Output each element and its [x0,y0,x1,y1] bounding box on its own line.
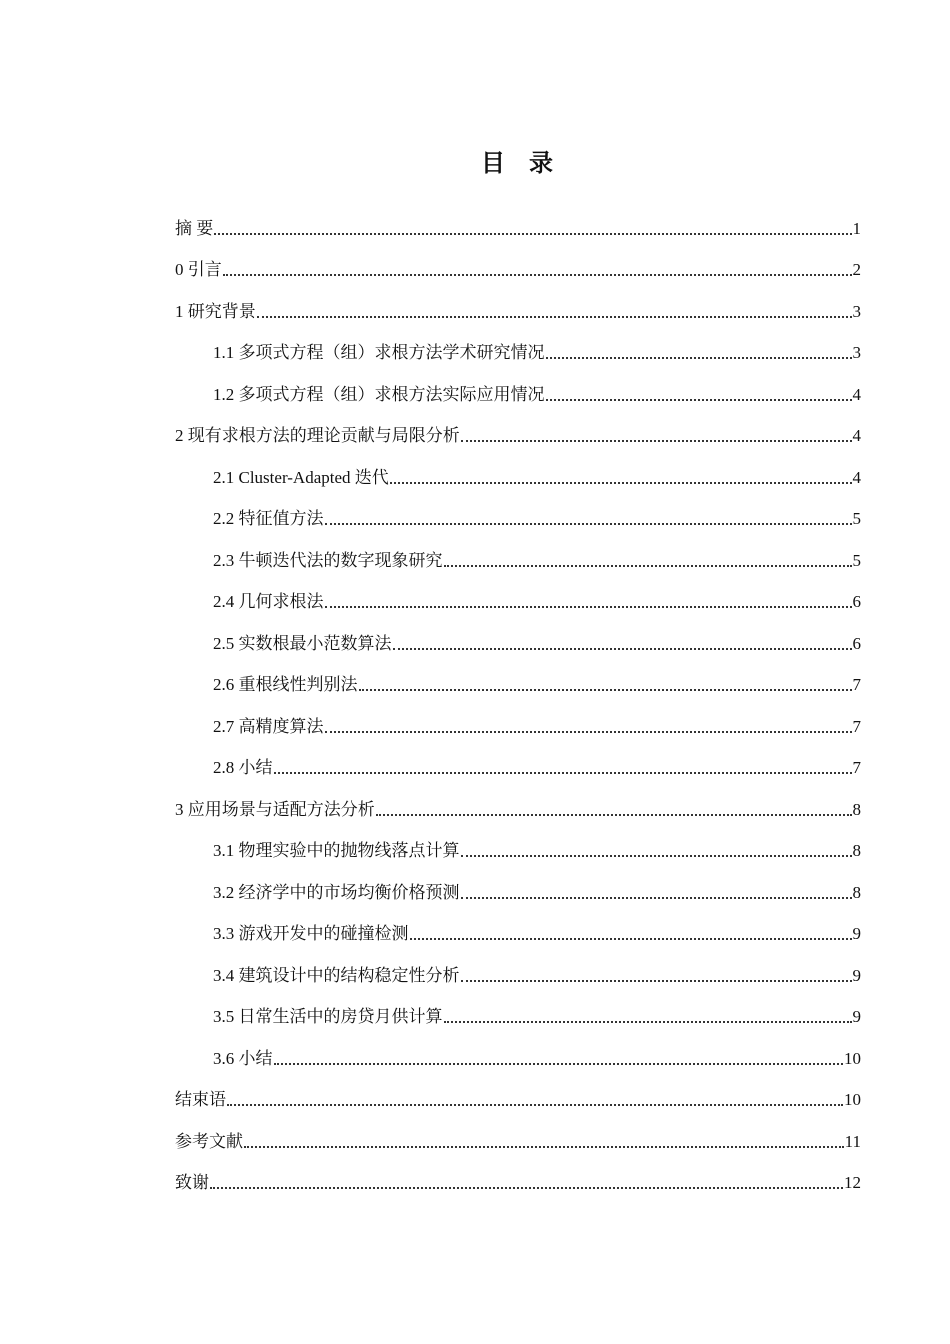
toc-entry-page-number: 4 [852,384,861,404]
toc-entry-label: 2.1 Cluster-Adapted 迭代 [213,467,389,487]
toc-dot-leader [376,814,852,816]
toc-entry-label: 3.5 日常生活中的房贷月供计算 [213,1007,443,1026]
toc-entry-label: 参考文献 [175,1131,243,1151]
toc-entry-label: 2.5 实数根最小范数算法 [213,633,392,653]
toc-dot-leader [274,1063,844,1065]
toc-dot-leader [444,565,852,567]
toc-dot-leader [410,938,852,940]
toc-entry-page-number: 11 [844,1131,861,1151]
toc-entry[interactable] [175,449,861,491]
toc-entry-label: 摘 要 [175,218,214,238]
toc-entry-page-number: 10 [844,1090,861,1109]
toc-entry[interactable] [175,781,861,823]
toc-dot-leader [274,772,852,774]
toc-entry[interactable] [175,491,861,533]
toc-dot-leader [390,482,852,484]
toc-dot-leader [325,606,852,608]
toc-entry-page-number: 9 [852,965,861,985]
toc-entry-label: 3.2 经济学中的市场均衡价格预测 [213,882,460,902]
toc-entry[interactable] [175,947,861,989]
toc-dot-leader [461,897,852,899]
toc-entry[interactable] [175,657,861,699]
toc-dot-leader [444,1021,852,1023]
toc-entry[interactable] [175,740,861,782]
toc-entry-page-number: 7 [852,675,861,694]
toc-entry[interactable] [175,408,861,450]
page-title [0,146,950,180]
toc-dot-leader [325,731,852,733]
toc-dot-leader [227,1104,843,1106]
toc-entry-page-number: 10 [844,1048,861,1068]
toc-entry[interactable] [175,823,861,865]
toc-entry[interactable] [175,698,861,740]
toc-dot-leader [257,316,852,318]
toc-entry[interactable] [175,366,861,408]
toc-dot-leader [461,980,852,982]
title-part-2: 录 [529,149,555,177]
toc-entry-label: 3 应用场景与适配方法分析 [175,799,375,819]
toc-entry-label: 1.2 多项式方程（组）求根方法实际应用情况 [213,384,545,404]
toc-entry-page-number: 8 [852,799,861,819]
toc-entry-label: 1.1 多项式方程（组）求根方法学术研究情况 [213,343,545,362]
toc-entry-page-number: 5 [852,550,861,570]
toc-entry[interactable] [175,864,861,906]
toc-dot-leader [214,233,851,235]
toc-entry-page-number: 6 [852,592,861,611]
toc-entry-label: 2.8 小结 [213,758,273,777]
toc-entry-label: 3.3 游戏开发中的碰撞检测 [213,924,409,943]
toc-entry-page-number: 3 [852,301,861,321]
toc-dot-leader [244,1146,844,1148]
title-part-1: 目 [481,149,507,177]
toc-entry[interactable] [175,242,861,284]
toc-dot-leader [325,523,852,525]
toc-entry[interactable] [175,200,861,242]
toc-dot-leader [359,689,852,691]
toc-entry-label: 致谢 [175,1173,209,1192]
toc-entry-label: 2.4 几何求根法 [213,592,324,611]
toc-entry-label: 2.7 高精度算法 [213,716,324,736]
toc-entry-label: 2.3 牛顿迭代法的数字现象研究 [213,550,443,570]
toc-entry-page-number: 9 [852,924,861,943]
toc-entry-label: 0 引言 [175,260,222,279]
toc-entry[interactable] [175,574,861,616]
toc-entry-page-number: 8 [852,882,861,902]
toc-entry-page-number: 2 [852,260,861,279]
toc-entry-label: 2 现有求根方法的理论贡献与局限分析 [175,426,460,445]
table-of-contents [175,200,861,1196]
toc-entry[interactable] [175,283,861,325]
toc-entry[interactable] [175,615,861,657]
toc-dot-leader [223,274,852,276]
toc-entry[interactable] [175,1030,861,1072]
toc-dot-leader [461,440,852,442]
toc-entry-page-number: 4 [852,426,861,445]
toc-entry-page-number: 6 [852,633,861,653]
toc-entry-label: 2.2 特征值方法 [213,509,324,528]
toc-entry[interactable] [175,906,861,948]
toc-entry-label: 1 研究背景 [175,301,256,321]
toc-entry-page-number: 12 [844,1173,861,1192]
toc-entry-page-number: 1 [852,218,861,238]
toc-dot-leader [546,399,852,401]
toc-entry[interactable] [175,532,861,574]
toc-entry-label: 3.1 物理实验中的抛物线落点计算 [213,841,460,860]
toc-entry-page-number: 4 [852,467,861,487]
toc-entry[interactable] [175,1113,861,1155]
toc-entry-page-number: 3 [852,343,861,362]
toc-entry-page-number: 5 [852,509,861,528]
toc-entry-label: 2.6 重根线性判别法 [213,675,358,694]
toc-entry-page-number: 9 [852,1007,861,1026]
toc-entry-page-number: 8 [852,841,861,860]
toc-entry-label: 结束语 [175,1090,226,1109]
toc-entry-label: 3.6 小结 [213,1048,273,1068]
toc-entry[interactable] [175,325,861,367]
toc-entry[interactable] [175,1072,861,1114]
toc-entry[interactable] [175,989,861,1031]
toc-dot-leader [546,357,852,359]
toc-entry-label: 3.4 建筑设计中的结构稳定性分析 [213,965,460,985]
toc-entry-page-number: 7 [852,758,861,777]
toc-dot-leader [393,648,852,650]
toc-entry-page-number: 7 [852,716,861,736]
toc-dot-leader [461,855,852,857]
toc-dot-leader [210,1187,843,1189]
toc-entry[interactable] [175,1155,861,1197]
